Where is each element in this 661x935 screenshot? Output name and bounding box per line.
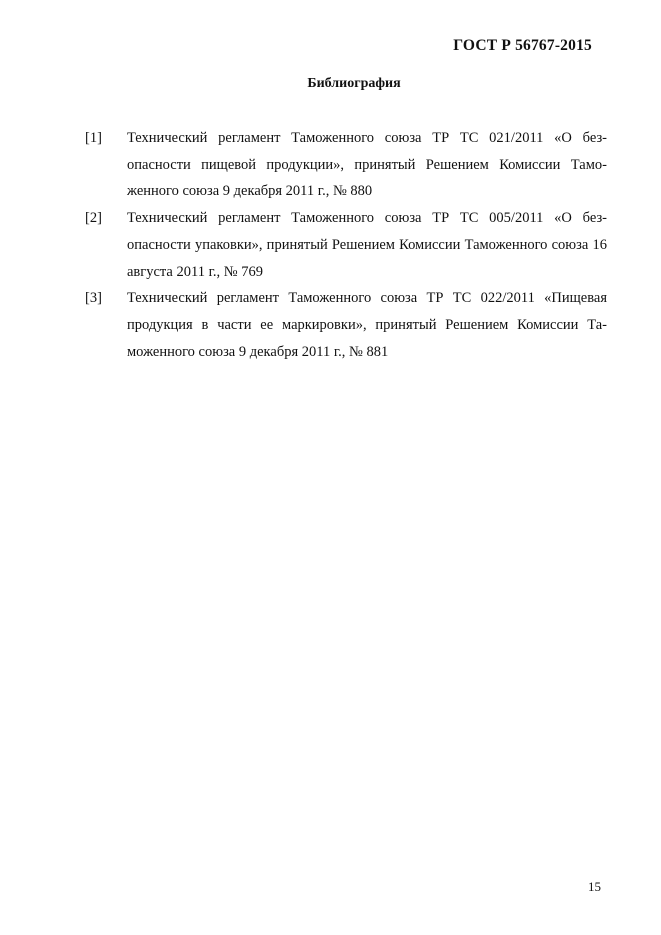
- bibliography-number: [2]: [85, 210, 102, 227]
- bibliography-entry: [85, 285, 607, 365]
- page-number: 15: [588, 879, 601, 894]
- bibliography-number: [3]: [85, 290, 102, 307]
- bibliography-text: Технический регламент Таможенного союза ТР ТС 022/2011 «Пищевая продукция в части ее маркировки», принятый Решением Комиссии Та-моженного союза 9 декабря 2011 г., № 881: [127, 290, 607, 360]
- bibliography-entry: [85, 205, 607, 285]
- section-title: Библиография: [307, 76, 401, 91]
- bibliography-text: Технический регламент Таможенного союза ТР ТС 021/2011 «О без-опасности пищевой продукции», принятый Решением Комиссии Тамо-женного союза 9 декабря 2011 г., № 880: [127, 130, 607, 200]
- bibliography-list: [85, 125, 607, 365]
- bibliography-text: Технический регламент Таможенного союза ТР ТС 005/2011 «О без-опасности упаковки», принятый Решением Комиссии Таможенного союза 16 августа 2011 г., № 769: [127, 210, 607, 280]
- standard-code: ГОСТ Р 56767-2015: [453, 37, 592, 54]
- bibliography-number: [1]: [85, 130, 102, 146]
- bibliography-entry: [85, 125, 607, 205]
